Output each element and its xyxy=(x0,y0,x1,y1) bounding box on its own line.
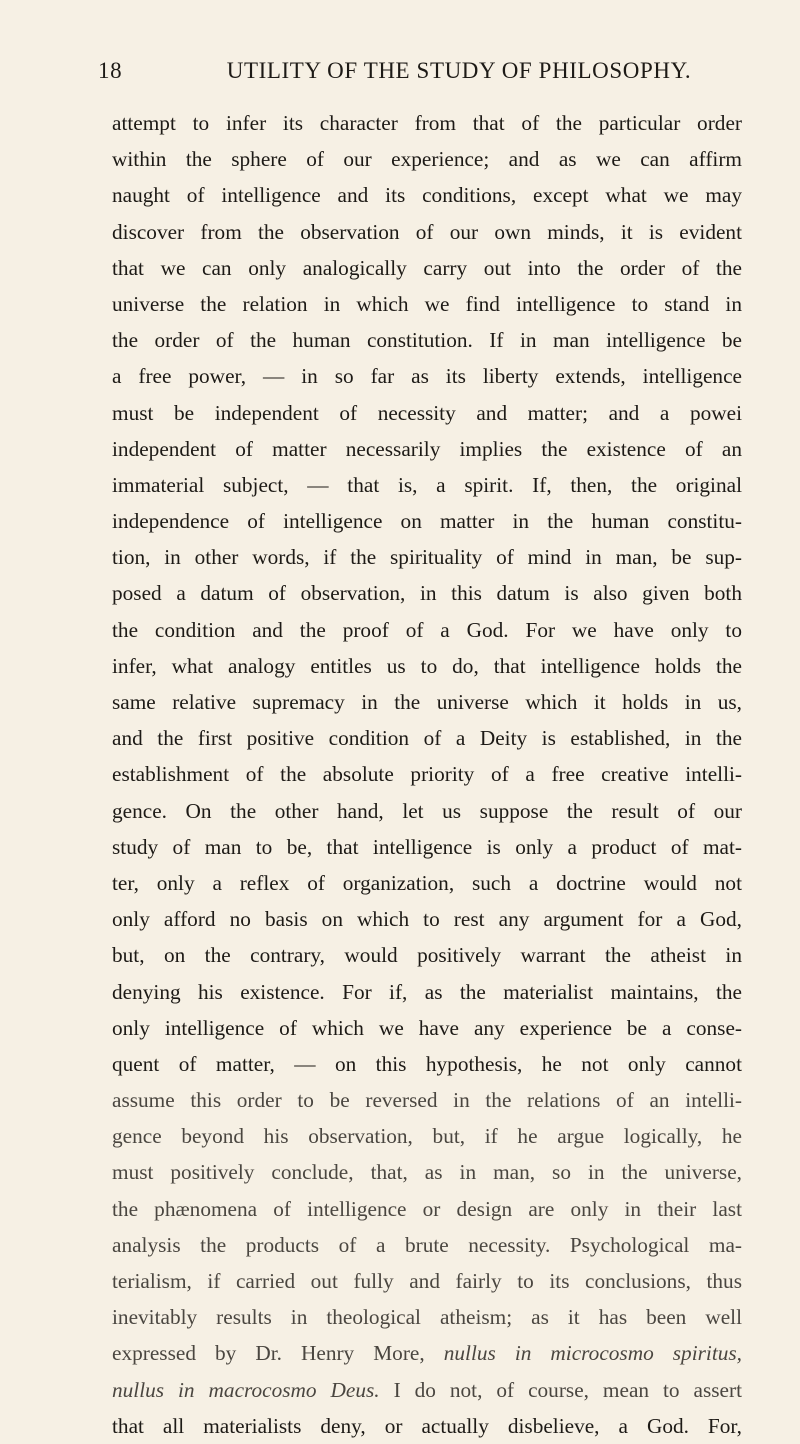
text-line: naught of intelligence and its conditions, except what we may xyxy=(112,183,742,208)
page-header xyxy=(98,58,738,88)
text-line: gence beyond his observation, but, if he argue logically, he xyxy=(112,1124,742,1149)
text-line: establishment of the absolute priority of a free creative intelli- xyxy=(112,762,742,787)
text-line: only intelligence of which we have any experience be a conse- xyxy=(112,1015,742,1040)
text-line: posed a datum of observation, in this datum is also given both xyxy=(112,581,742,606)
body-text xyxy=(112,105,742,1444)
page-number: 18 xyxy=(98,58,123,83)
text-line: must positively conclude, that, as in man, so in the universe, xyxy=(112,1160,742,1185)
text-line: the condition and the proof of a God. For we have only to xyxy=(112,617,742,642)
text-line: universe the relation in which we find intelligence to stand in xyxy=(112,291,742,316)
text-line: analysis the products of a brute necessity. Psychological ma- xyxy=(112,1232,742,1257)
text-line: only afford no basis on which to rest any argument for a God, xyxy=(112,907,742,932)
latin-phrase: nullus in macrocosmo Deus. xyxy=(112,1377,380,1402)
text-line: study of man to be, that intelligence is only a product of mat- xyxy=(112,834,742,859)
text-line: the order of the human constitution. If in man intelligence be xyxy=(112,328,742,353)
text-line: but, on the contrary, would positively warrant the atheist in xyxy=(112,943,742,968)
text-line: that we can only analogically carry out into the order of the xyxy=(112,255,742,280)
text-line: gence. On the other hand, let us suppose the result of our xyxy=(112,798,742,823)
text-line: must be independent of necessity and matter; and a powei xyxy=(112,400,742,425)
text-line: same relative supremacy in the universe which it holds in us, xyxy=(112,690,742,714)
text-line: and the first positive condition of a Deity is established, in the xyxy=(112,726,742,751)
text-line: the phænomena of intelligence or design are only in their last xyxy=(112,1196,742,1221)
text-line: discover from the observation of our own minds, it is evident xyxy=(112,219,742,244)
text-line: inevitably results in theological atheism; as it has been well xyxy=(112,1305,742,1330)
latin-phrase: nullus in microcosmo spiritus, xyxy=(443,1341,743,1366)
text-line: quent of matter, — on this hypothesis, he not only cannot xyxy=(112,1051,742,1076)
text-line: ter, only a reflex of organization, such a doctrine would not xyxy=(112,870,742,895)
text-line: independence of intelligence on matter in the human constitu- xyxy=(112,509,742,534)
text-line: tion, in other words, if the spirituality of mind in man, be sup- xyxy=(112,545,742,570)
text-line: immaterial subject, — that is, a spirit. If, then, the original xyxy=(112,472,742,497)
text-line: nullus in macrocosmo Deus. I do not, of course, mean to assert xyxy=(112,1377,743,1402)
text-line: that all materialists deny, or actually disbelieve, a God. For, xyxy=(112,1413,742,1438)
text-line: expressed by Dr. Henry More, nullus in microcosmo spiritus, xyxy=(112,1341,743,1366)
text-line: infer, what analogy entitles us to do, that intelligence holds the xyxy=(112,653,742,678)
text-line: attempt to infer its character from that of the particular order xyxy=(112,111,742,135)
text-line: independent of matter necessarily implies the existence of an xyxy=(112,436,742,461)
text-line: denying his existence. For if, as the materialist maintains, the xyxy=(112,979,742,1004)
text-line: within the sphere of our experience; and as we can affirm xyxy=(112,147,742,172)
text-line: a free power, — in so far as its liberty extends, intelligence xyxy=(112,364,742,389)
text-line: terialism, if carried out fully and fairly to its conclusions, thus xyxy=(112,1269,742,1293)
text-line: assume this order to be reversed in the relations of an intelli- xyxy=(112,1088,742,1113)
running-title: UTILITY OF THE STUDY OF PHILOSOPHY. xyxy=(226,58,692,83)
